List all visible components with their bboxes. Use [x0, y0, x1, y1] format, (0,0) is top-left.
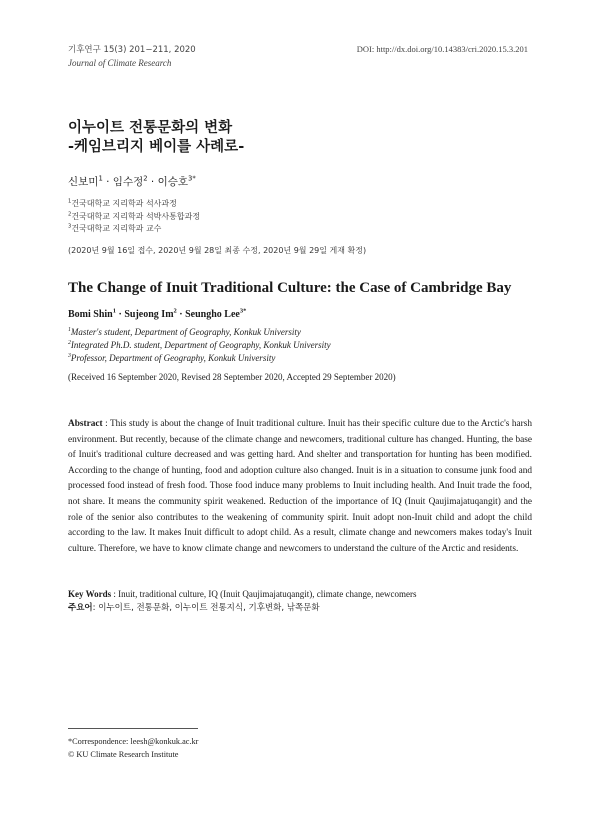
abstract [68, 417, 532, 557]
keywords [68, 587, 532, 615]
english-affiliations [68, 326, 331, 365]
author-sup: 2 [173, 307, 177, 315]
author-separator: · [116, 309, 125, 320]
author-separator: · [147, 176, 158, 188]
doi-link[interactable]: DOI: http://dx.doi.org/10.14383/cri.2020.15.3.201 [356, 44, 528, 54]
copyright-notice: © KU Climate Research Institute [68, 749, 179, 759]
keywords-label: Key Words [68, 589, 112, 599]
correspondence-email[interactable]: *Correspondence: leesh@konkuk.ac.kr [68, 737, 199, 746]
english-title: The Change of Inuit Traditional Culture: the Case of Cambridge Bay [68, 280, 512, 296]
author-sup: 3* [239, 307, 247, 315]
english-received-dates: (Received 16 September 2020, Revised 28 September 2020, Accepted 29 September 2020) [68, 372, 396, 382]
abstract-text: This study is about the change of Inuit traditional culture. Inuit has their specific culture due to the Arctic's harsh environment. But recently, because of the climate change and newcomers, traditional culture has changed. Hunting, the base of Inuit's traditional culture decreased and was getting hard. And shelter and transportation for hunting has been modified. According to the change of hunting, food and adoption culture also changed. Inuit is in a situation to consume junk food and processed food instead of fresh food. Those food induce many problems to Inuit including health. And Inuit trade the food, not share. It means the community spirit weakened. Reduction of the importance of IQ (Inuit Qaujimajatuqangit) and the role of the senior also contributes to the weakening of community spirit. Inuit adopt non-Inuit child and adopt the child according to the law. It makes Inuit difficult to adopt child. As a result, climate change and newcomers makes today's Inuit culture. Therefore, we have to know climate change and newcomers to understand the culture of the Arctic and residents. [68, 419, 532, 554]
korean-title [68, 119, 244, 157]
author-sup: 2 [143, 174, 148, 183]
author-separator: · [176, 309, 186, 320]
author-name: Seungho Lee [185, 309, 240, 320]
korean-title-line2: -케임브리지 베이를 사례로- [68, 139, 245, 155]
korean-authors [68, 174, 196, 189]
footnote-divider [68, 728, 198, 729]
journal-header [68, 44, 196, 70]
abstract-label: Abstract [68, 419, 103, 429]
affiliation-item: $^2$Integrated Ph.D. student, Department of Geography, Konkuk University [68, 340, 331, 350]
affiliation-item: $^2$건국대학교 지리학과 석박사통합과정 [68, 210, 201, 221]
journal-name: Journal of Climate Research [68, 58, 172, 68]
keywords-korean-text: 이누이트, 전통문화, 이누이트 전통지식, 기후변화, 낚쪽문화 [98, 603, 320, 613]
author-sup: 1 [98, 174, 103, 183]
keywords-korean: 주요어: 이누이트, 전통문화, 이누이트 전통지식, 기후변화, 낚쪽문화 [68, 603, 320, 613]
affiliation-item: $^3$Professor, Department of Geography, Konkuk University [68, 353, 276, 363]
author-name: 이승호 [157, 176, 189, 188]
korean-title-line1: 이누이트 전통문화의 변화 [68, 120, 233, 136]
keywords-korean-label: 주요어 [68, 603, 93, 613]
affiliation-item: $^1$건국대학교 지리학과 석사과정 [68, 198, 177, 208]
korean-affiliations [68, 198, 200, 236]
korean-received-dates: (2020년 9월 16일 접수, 2020년 9월 28일 최종 수정, 2020년 9월 29일 게재 확정) [68, 246, 367, 255]
affiliation-item: $^1$Master's student, Department of Geography, Konkuk University [68, 327, 301, 337]
author-name: 신보미 [68, 176, 99, 188]
keywords-english: Key Words : Inuit, traditional culture, IQ (Inuit Qaujimajatuqangit), climate change, newcomers [68, 589, 417, 599]
author-name: Bomi Shin [68, 309, 113, 320]
footnote [68, 736, 198, 761]
author-separator: · [102, 176, 113, 188]
author-sup: 1 [112, 307, 116, 315]
journal-issue: 기후연구 15(3) 201−211, 2020 [68, 45, 196, 55]
keywords-text: Inuit, traditional culture, IQ (Inuit Qaujimajatuqangit), climate change, newcomers [118, 589, 417, 599]
english-authors [68, 309, 246, 320]
author-name: 임수정 [112, 176, 144, 188]
affiliation-item: $^3$건국대학교 지리학과 교수 [68, 223, 162, 233]
abstract-separator: : [102, 419, 110, 429]
author-name: Sujeong Im [124, 309, 174, 320]
author-sup: 3* [188, 174, 196, 183]
